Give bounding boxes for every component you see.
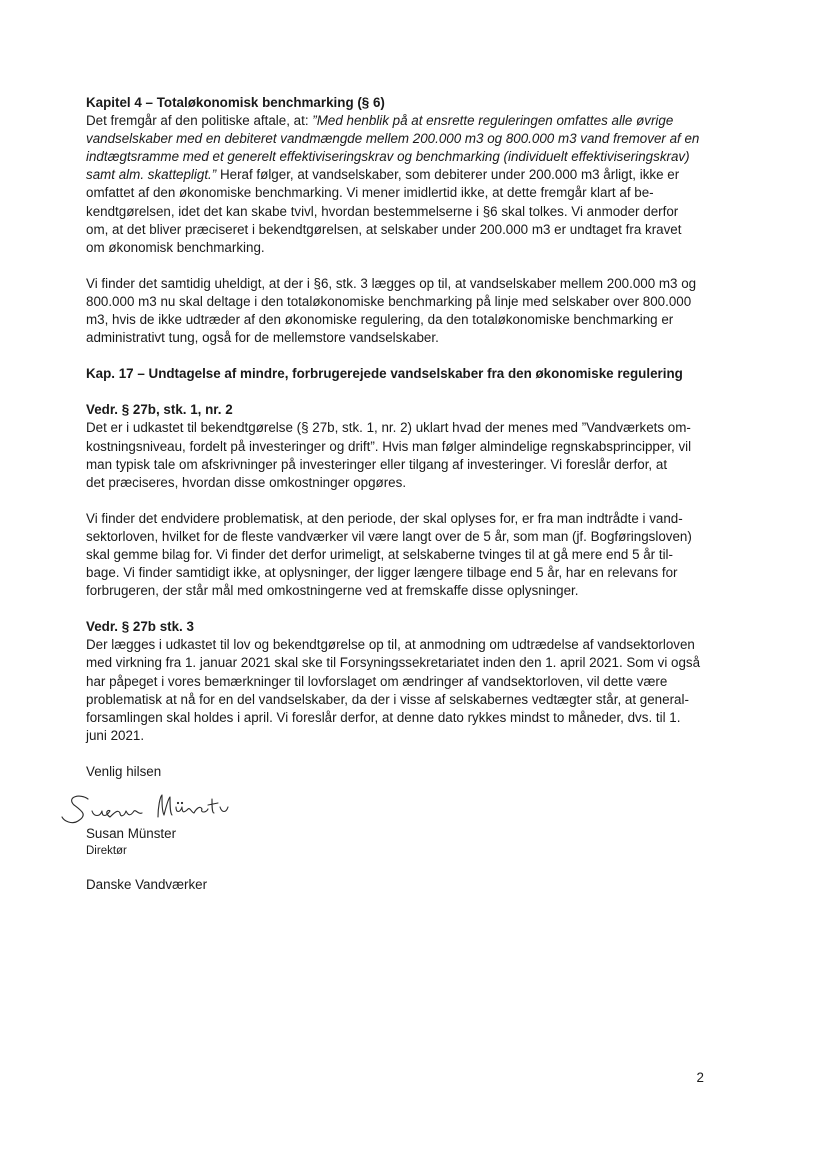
text-line: Vi finder det samtidig uheldigt, at der i §6, stk. 3 lægges op til, at vandselskaber mellem 200.000 m3 og xyxy=(86,275,697,291)
paragraph xyxy=(86,419,726,491)
text-line: juni 2021. xyxy=(86,727,145,743)
paragraph xyxy=(86,636,726,745)
text-line: m3, hvis de ikke udtræder af den økonomiske regulering, da den totaløkonomiske benchmarking er xyxy=(86,312,674,328)
paragraph xyxy=(86,510,726,600)
section-heading-27b-stk1: Vedr. § 27b, stk. 1, nr. 2 xyxy=(86,402,233,418)
closing-greeting: Venlig hilsen xyxy=(86,763,162,779)
quote-run: ”Med henblik på at ensrette reguleringen omfattes alle øvrige xyxy=(312,113,674,129)
handwritten-signature xyxy=(58,789,248,829)
text-line: bage. Vi finder samtidigt ikke, at oplysninger, der ligger længere tilbage end 5 år, har en relevans for xyxy=(86,565,678,581)
quote-line: indtægtsramme med et generelt effektiviseringskrav og benchmarking (individuelt effektiviseringskrav) xyxy=(86,149,690,165)
text-line: administrativt tung, også for de mellemstore vandselskaber. xyxy=(86,330,439,346)
section-heading-kapitel-4: Kapitel 4 – Totaløkonomisk benchmarking (§ 6) xyxy=(86,95,385,110)
text-line: omfattet af den økonomiske benchmarking. Vi mener imidlertid ikke, at dette fremgår klart af be- xyxy=(86,185,654,201)
paragraph xyxy=(86,275,726,347)
signature xyxy=(86,795,726,825)
text-line: med virkning fra 1. januar 2021 skal ske til Forsyningssekretariatet inden den 1. april 2021. Som vi også xyxy=(86,655,701,671)
text-line: man typisk tale om afskrivninger på investeringer eller tilgang af investeringer. Vi foreslår derfor, at xyxy=(86,456,668,472)
text-line: skal gemme bilag for. Vi finder det derfor urimeligt, at selskaberne tvinges til at gå mere end 5 år til- xyxy=(86,546,673,562)
text-line: sektorloven, hvilket for de fleste vandværker vil være langt over de 5 år, som man (jf. Bogføringsloven) xyxy=(86,528,692,544)
text-line xyxy=(86,112,726,130)
text-line: har påpeget i vores bemærkninger til lovforslaget om ændringer af vandsektorloven, vil dette være xyxy=(86,673,668,689)
page-number: 2 xyxy=(696,1070,704,1085)
signer-name: Susan Münster xyxy=(86,826,177,841)
text-line: Vi finder det endvidere problematisk, at den periode, der skal oplyses for, er fra man indtrådte i vand- xyxy=(86,510,683,526)
text-line: forbrugeren, der står mål med omkostningerne ved at fremskaffe disse oplysninger. xyxy=(86,583,579,599)
paragraph xyxy=(86,112,726,257)
text-line: om økonomisk benchmarking. xyxy=(86,239,265,255)
text-line: problematisk at nå for en del vandselskaber, da der i visse af selskabernes vedtægter står, at general- xyxy=(86,691,689,707)
text-line: Der lægges i udkastet til lov og bekendtgørelse op til, at anmodning om udtrædelse af vandsektorloven xyxy=(86,637,695,653)
signer-title: Direktør xyxy=(86,845,127,858)
text-run: Heraf følger, at vandselskaber, som debiterer under 200.000 m3 årligt, ikke er xyxy=(216,167,680,183)
quote-line: vandselskaber med en debiteret vandmængde mellem 200.000 m3 og 800.000 m3 vand fremover af en xyxy=(86,131,700,147)
text-line xyxy=(86,166,726,184)
text-line: forsamlingen skal holdes i april. Vi foreslår derfor, at denne dato rykkes mindst to måneder, dvs. til 1. xyxy=(86,709,681,725)
text-run: Det fremgår af den politiske aftale, at: xyxy=(86,113,313,129)
section-heading-27b-stk3: Vedr. § 27b stk. 3 xyxy=(86,619,194,635)
text-line: 800.000 m3 nu skal deltage i den totaløkonomiske benchmarking på linje med selskaber over 800.000 xyxy=(86,293,692,309)
letter-body xyxy=(86,94,726,894)
text-line: om, at det bliver præciseret i bekendtgørelsen, at selskaber under 200.000 m3 er undtaget fra kravet xyxy=(86,221,682,237)
organization-name: Danske Vandværker xyxy=(86,877,208,893)
text-line: det præciseres, hvordan disse omkostninger opgøres. xyxy=(86,474,407,490)
text-line: kendtgørelsen, idet det kan skabe tvivl, hvordan bestemmelserne i §6 skal tolkes. Vi anmoder derfor xyxy=(86,203,679,219)
section-heading-kap-17: Kap. 17 – Undtagelse af mindre, forbrugerejede vandselskaber fra den økonomiske regulering xyxy=(86,366,683,382)
quote-run: samt alm. skattepligt.” xyxy=(86,167,217,183)
text-line: Det er i udkastet til bekendtgørelse (§ 27b, stk. 1, nr. 2) uklart hvad der menes med ”Vandværkets om- xyxy=(86,420,691,436)
text-line: kostningsniveau, fordelt på investeringer og drift”. Hvis man følger almindelige regnskabsprincipper, vil xyxy=(86,438,692,454)
